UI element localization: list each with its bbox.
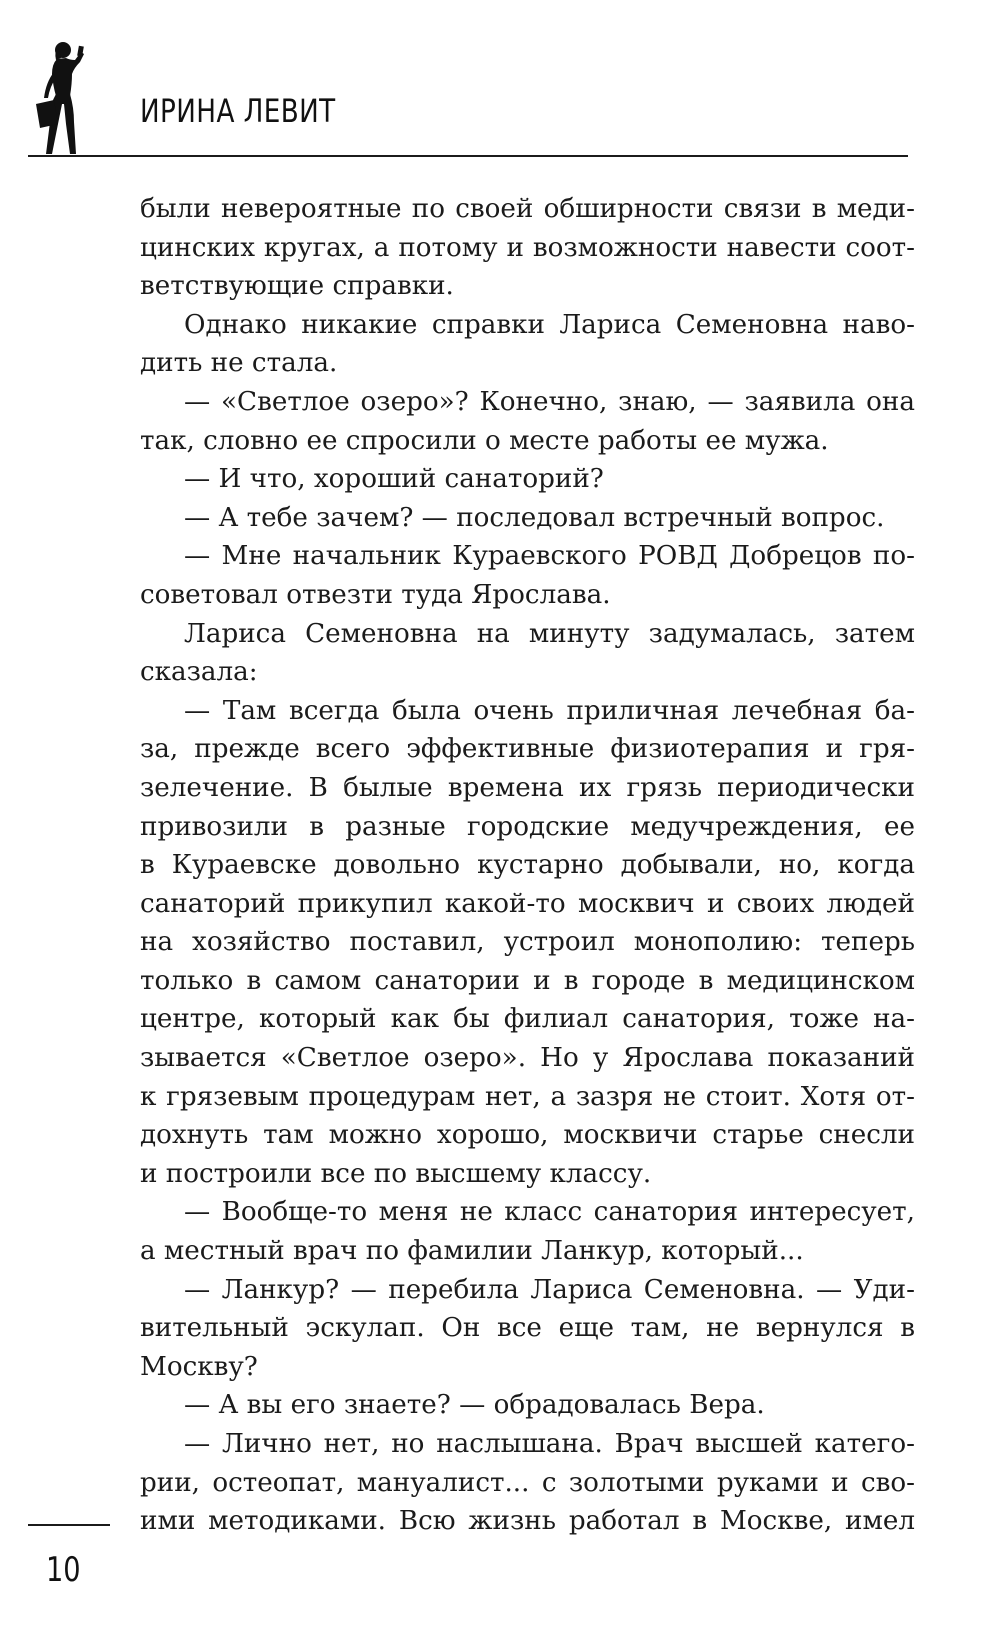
text-line: — «Светлое озеро»? Конечно, знаю, — заявила она bbox=[184, 386, 915, 417]
text-line: вительный эскулап. Он все еще там, не вернулся в bbox=[140, 1313, 915, 1344]
text-line: — А вы его знаете? — обрадовалась Вера. bbox=[184, 1390, 765, 1421]
text-line: — Ланкур? — перебила Лариса Семеновна. — Уди- bbox=[184, 1274, 915, 1305]
text-line: санаторий прикупил какой-то москвич и своих людей bbox=[140, 888, 915, 919]
text-line: сказала: bbox=[140, 657, 258, 688]
text-line: привозили в разные городские медучреждения, ее bbox=[140, 811, 915, 842]
text-line: — Вообще-то меня не класс санатория интересует, bbox=[184, 1197, 915, 1228]
footer-rule bbox=[28, 1524, 110, 1526]
text-line: — И что, хороший санаторий? bbox=[184, 464, 604, 495]
text-line: — Мне начальник Кураевского РОВД Добрецов по- bbox=[184, 541, 915, 572]
text-line: ветствующие справки. bbox=[140, 271, 454, 302]
text-line: в Кураевске довольно кустарно добывали, но, когда bbox=[140, 850, 915, 881]
text-line: и построили все по высшему классу. bbox=[140, 1158, 652, 1189]
page-number: 10 bbox=[46, 1550, 81, 1590]
text-line: ими методиками. Всю жизнь работал в Москве, имел bbox=[140, 1506, 915, 1537]
text-line: Лариса Семеновна на минуту задумалась, затем bbox=[184, 618, 915, 649]
text-line: — Там всегда была очень приличная лечебная ба- bbox=[184, 695, 915, 726]
header-rule bbox=[28, 155, 908, 157]
text-line: Москву? bbox=[140, 1351, 258, 1382]
text-line: цинских кругах, а потому и возможности навести соот- bbox=[140, 232, 915, 263]
text-line: — Лично нет, но наслышана. Врач высшей катего- bbox=[184, 1429, 915, 1459]
text-line: за, прежде всего эффективные физиотерапия и гря- bbox=[140, 734, 915, 765]
text-line: так, словно ее спросили о месте работы ее мужа. bbox=[140, 425, 829, 456]
text-line: зелечение. В былые времена их грязь периодически bbox=[140, 772, 915, 803]
text-line: дохнуть там можно хорошо, москвичи старье снесли bbox=[140, 1120, 915, 1151]
text-line: — А тебе зачем? — последовал встречный вопрос. bbox=[184, 502, 885, 533]
text-line: Однако никакие справки Лариса Семеновна наво- bbox=[184, 309, 915, 340]
text-line: дить не стала. bbox=[140, 348, 338, 379]
text-line: советовал отвезти туда Ярослава. bbox=[140, 579, 611, 610]
text-line: только в самом санатории и в городе в медицинском bbox=[140, 965, 915, 996]
running-head-author: ИРИНА ЛЕВИТ bbox=[140, 92, 336, 130]
body-text bbox=[140, 190, 915, 1541]
text-line: центре, который как бы филиал санатория, тоже на- bbox=[140, 1004, 915, 1035]
text-line: были невероятные по своей обширности связи в меди- bbox=[140, 194, 915, 224]
text-line: а местный врач по фамилии Ланкур, который... bbox=[140, 1236, 804, 1267]
text-line: к грязевым процедурам нет, а зазря не стоит. Хотя от- bbox=[140, 1081, 915, 1112]
text-line: рии, остеопат, мануалист... с золотыми руками и сво- bbox=[140, 1467, 915, 1498]
woman-with-pistol-silhouette-icon bbox=[28, 38, 108, 156]
text-line: зывается «Светлое озеро». Но у Ярослава показаний bbox=[140, 1043, 915, 1074]
text-line: на хозяйство поставил, устроил монополию: теперь bbox=[140, 927, 915, 958]
